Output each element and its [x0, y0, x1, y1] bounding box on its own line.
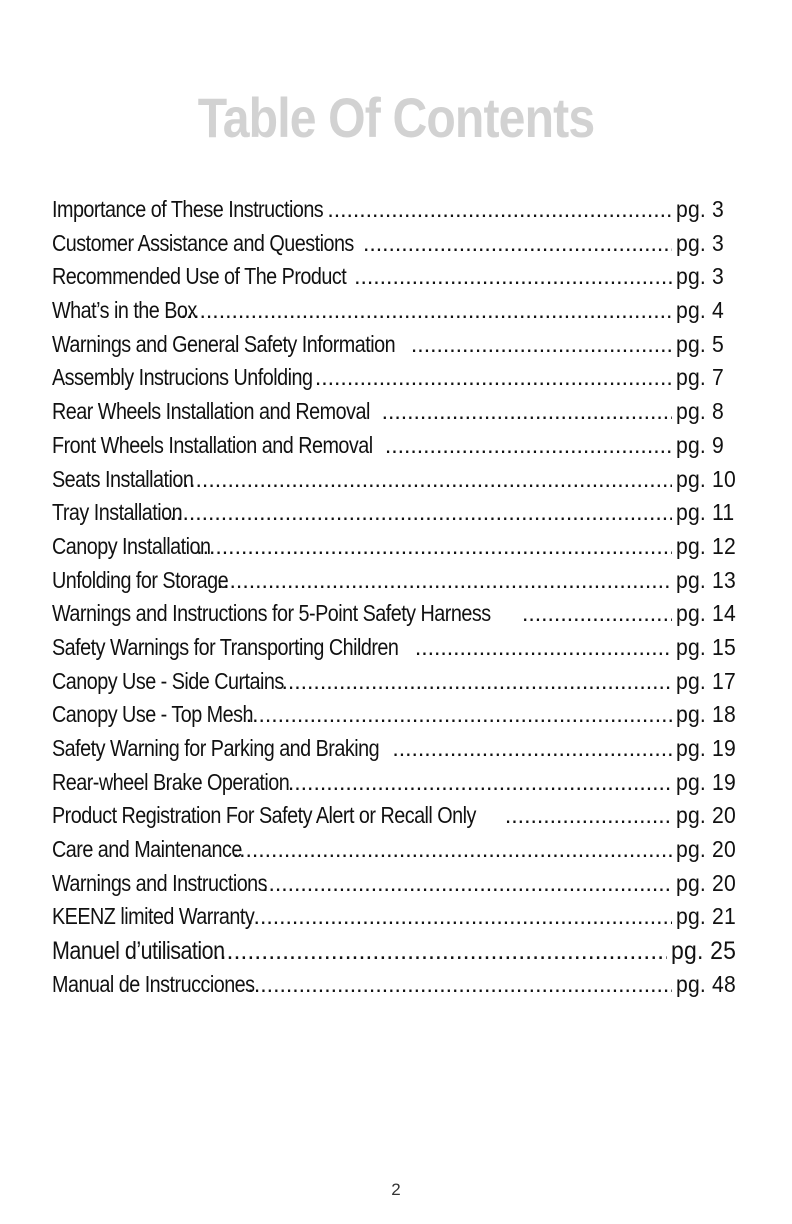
toc-entry-label: Tray Installation: [52, 499, 183, 526]
toc-entry-label: Rear-wheel Brake Operation: [52, 768, 290, 795]
toc-entry-importance[interactable]: [52, 196, 742, 230]
toc-entry-side-curtains[interactable]: [52, 668, 742, 702]
toc-entry-label: Safety Warnings for Transporting Children: [52, 633, 399, 660]
toc-entry-harness[interactable]: [52, 600, 742, 634]
page-number: 2: [391, 1180, 401, 1199]
toc-entry-rear-brake[interactable]: [52, 769, 742, 803]
toc-leader-dots: [180, 297, 672, 324]
toc-entry-label: Safety Warning for Parking and Braking: [52, 735, 380, 761]
toc-entry-front-wheels[interactable]: [52, 432, 742, 466]
toc-entry-label: Canopy Use - Top Mesh: [52, 701, 253, 728]
toc-entry-warnings-general[interactable]: [52, 331, 742, 365]
toc-entry-page: pg. 10: [676, 465, 736, 492]
toc-entry-label: Front Wheels Installation and Removal: [52, 431, 373, 458]
toc-leader-dots: [163, 499, 672, 526]
toc-leader-dots: [382, 398, 672, 425]
toc-entry-label: Canopy Installation: [52, 532, 211, 559]
toc-entry-tray[interactable]: [52, 499, 742, 533]
toc-entry-transporting-children[interactable]: [52, 634, 742, 668]
toc-leader-dots: [213, 937, 668, 966]
toc-entry-page: pg. 12: [676, 532, 736, 559]
toc-entry-canopy-installation[interactable]: [52, 533, 742, 567]
toc-entry-label: Importance of These Instructions: [52, 196, 324, 222]
toc-leader-dots: [233, 836, 672, 863]
toc-entry-label: Customer Assistance and Questions: [52, 229, 354, 256]
toc-entry-page: pg. 8: [676, 398, 724, 425]
toc-entry-page: pg. 15: [676, 633, 736, 660]
toc-leader-dots: [415, 634, 672, 661]
toc-entry-french-manual[interactable]: [52, 937, 742, 971]
toc-entry-whats-in-box[interactable]: [52, 297, 742, 331]
toc-entry-page: pg. 20: [676, 802, 736, 829]
toc-entry-page: pg. 3: [676, 263, 724, 290]
toc-entry-registration[interactable]: [52, 802, 742, 836]
toc-entry-page: pg. 14: [676, 600, 736, 627]
toc-entry-page: pg. 25: [671, 937, 737, 966]
toc-entry-page: pg. 7: [676, 364, 724, 391]
toc-entry-seats[interactable]: [52, 466, 742, 500]
toc-entry-page: pg. 4: [676, 297, 724, 324]
toc-entry-care-maintenance[interactable]: [52, 836, 742, 870]
toc-leader-dots: [327, 196, 672, 223]
toc-leader-dots: [411, 331, 672, 358]
toc-leader-dots: [315, 364, 672, 391]
toc-entry-label: Seats Installation: [52, 465, 194, 492]
toc-leader-dots: [248, 971, 672, 998]
toc-entry-label: KEENZ limited Warranty: [52, 903, 255, 930]
toc-entry-label: What’s in the Box: [52, 297, 197, 324]
toc-entry-unfolding-storage[interactable]: [52, 567, 742, 601]
toc-leader-dots: [262, 870, 672, 897]
toc-entry-page: pg. 3: [676, 229, 724, 256]
toc-leader-dots: [392, 735, 672, 762]
toc-entry-warnings-instructions[interactable]: [52, 870, 742, 904]
toc-entry-label: Canopy Use - Side Curtains: [52, 667, 284, 694]
toc-entry-label: Warnings and Instructions: [52, 869, 268, 896]
toc-entry-page: pg. 20: [676, 869, 736, 896]
toc-leader-dots: [176, 466, 672, 493]
toc-entry-page: pg. 9: [676, 431, 724, 458]
toc-entry-label: Care and Maintenance: [52, 836, 242, 863]
toc-entry-parking-braking[interactable]: [52, 735, 742, 769]
toc-entry-label: Rear Wheels Installation and Removal: [52, 398, 370, 425]
toc-leader-dots: [505, 802, 672, 829]
toc-entry-customer-assistance[interactable]: [52, 230, 742, 264]
toc-leader-dots: [247, 903, 672, 930]
toc-entry-top-mesh[interactable]: [52, 701, 742, 735]
toc-entry-page: pg. 48: [676, 970, 736, 997]
toc-entry-label: Recommended Use of The Product: [52, 263, 347, 290]
page-title: Table Of Contents: [197, 86, 595, 149]
toc-entry-assembly[interactable]: [52, 364, 742, 398]
toc-entry-page: pg. 19: [676, 768, 736, 795]
toc-leader-dots: [246, 701, 672, 728]
toc-entry-page: pg. 11: [676, 499, 735, 526]
toc-entry-page: pg. 21: [676, 903, 736, 930]
toc-entry-page: pg. 3: [676, 196, 724, 222]
toc-leader-dots: [196, 533, 672, 560]
toc-entry-recommended-use[interactable]: [52, 263, 742, 297]
toc-entry-spanish-manual[interactable]: [52, 971, 742, 1005]
toc-entry-page: pg. 17: [676, 667, 736, 694]
toc-entry-label: Unfolding for Storage: [52, 566, 229, 593]
toc-leader-dots: [288, 769, 672, 796]
toc-entry-page: pg. 20: [676, 836, 736, 863]
toc-entry-label: Warnings and General Safety Information: [52, 330, 396, 357]
toc-entry-warranty[interactable]: [52, 903, 742, 937]
toc-leader-dots: [354, 263, 672, 290]
toc-leader-dots: [281, 668, 672, 695]
toc-entry-page: pg. 18: [676, 701, 736, 728]
toc-leader-dots: [522, 600, 672, 627]
toc-entry-page: pg. 5: [676, 330, 724, 357]
toc-entry-label: Assembly Instrucions Unfolding: [52, 364, 313, 391]
table-of-contents: [52, 196, 742, 1005]
toc-entry-rear-wheels[interactable]: [52, 398, 742, 432]
toc-entry-page: pg. 13: [676, 566, 736, 593]
toc-entry-label: Warnings and Instructions for 5-Point Safety Harness: [52, 600, 491, 627]
toc-leader-dots: [363, 230, 672, 257]
toc-leader-dots: [217, 567, 672, 594]
toc-entry-page: pg. 19: [676, 735, 736, 761]
toc-leader-dots: [385, 432, 672, 459]
toc-entry-label: Manual de Instrucciones: [52, 970, 255, 997]
toc-entry-label: Product Registration For Safety Alert or Recall Only: [52, 802, 476, 829]
toc-entry-label: Manuel d’utilisation: [52, 937, 225, 966]
